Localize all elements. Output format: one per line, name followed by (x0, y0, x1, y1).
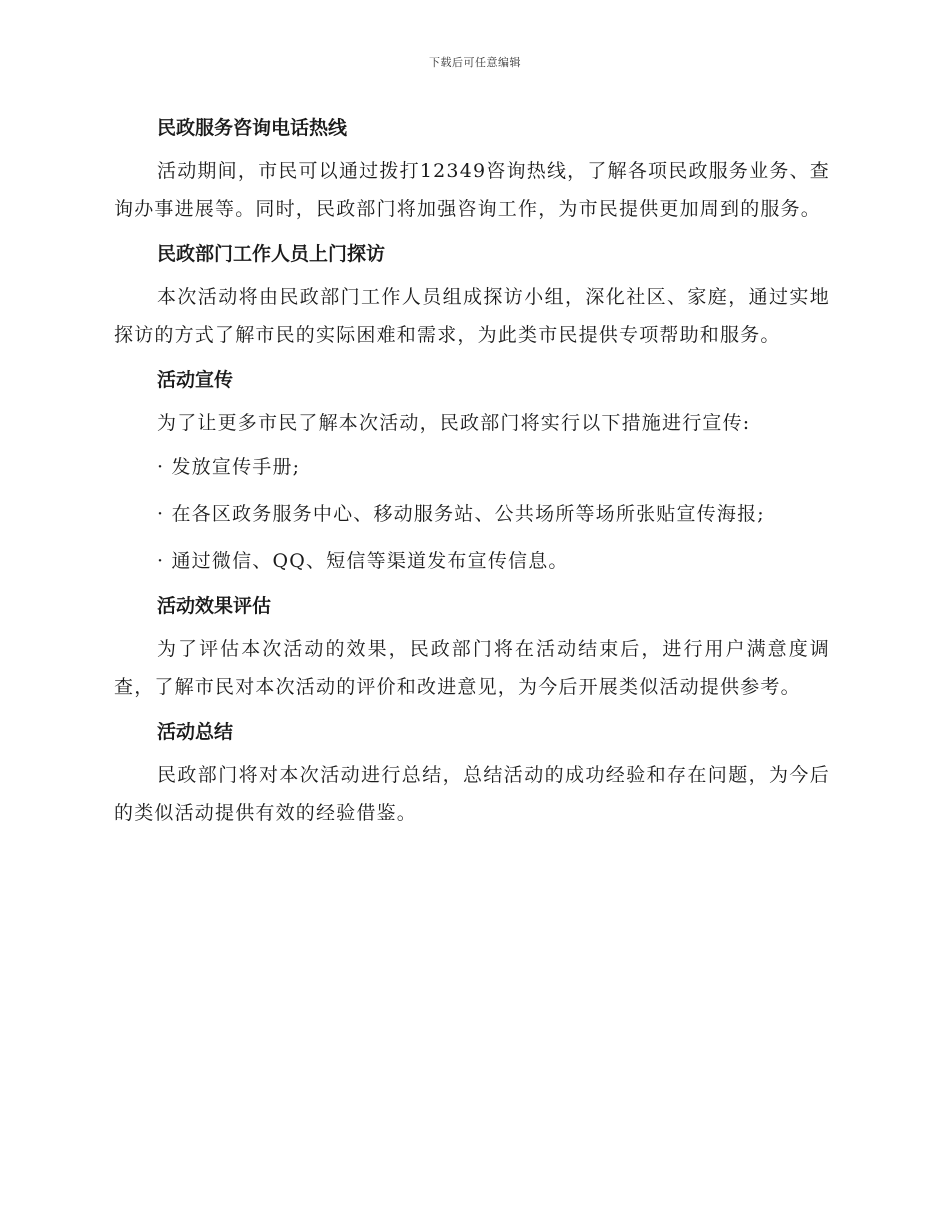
section-paragraph: 本次活动将由民政部门工作人员组成探访小组，深化社区、家庭，通过实地探访的方式了解市民的实际困难和需求，为此类市民提供专项帮助和服务。 (114, 286, 830, 346)
section-publicity (114, 364, 830, 580)
section-heading: 活动效果评估 (157, 595, 272, 617)
page-header: 下载后可任意编辑 (429, 56, 521, 69)
section-summary (114, 716, 830, 832)
section-paragraph: 活动期间，市民可以通过拨打12349咨询热线，了解各项民政服务业务、查询办事进展等。同时，民政部门将加强咨询工作，为市民提供更加周到的服务。 (114, 160, 830, 220)
section-paragraph: 为了让更多市民了解本次活动，民政部门将实行以下措施进行宣传: (157, 412, 751, 434)
section-heading: 活动宣传 (157, 369, 234, 391)
bullet-item: · 在各区政务服务中心、移动服务站、公共场所等场所张贴宣传海报; (157, 503, 765, 525)
section-evaluation (114, 590, 830, 706)
section-paragraph: 为了评估本次活动的效果，民政部门将在活动结束后，进行用户满意度调查，了解市民对本次活动的评价和改进意见，为今后开展类似活动提供参考。 (114, 638, 830, 698)
section-paragraph: 民政部门将对本次活动进行总结，总结活动的成功经验和存在问题，为今后的类似活动提供有效的经验借鉴。 (114, 764, 830, 824)
section-home-visit (114, 238, 830, 354)
bullet-item: · 通过微信、QQ、短信等渠道发布宣传信息。 (157, 550, 569, 572)
bullet-item: · 发放宣传手册; (157, 456, 301, 478)
section-heading: 活动总结 (157, 721, 234, 743)
section-hotline (114, 112, 830, 228)
document-body (114, 112, 830, 842)
section-heading: 民政服务咨询电话热线 (157, 117, 348, 139)
section-heading: 民政部门工作人员上门探访 (157, 243, 386, 265)
